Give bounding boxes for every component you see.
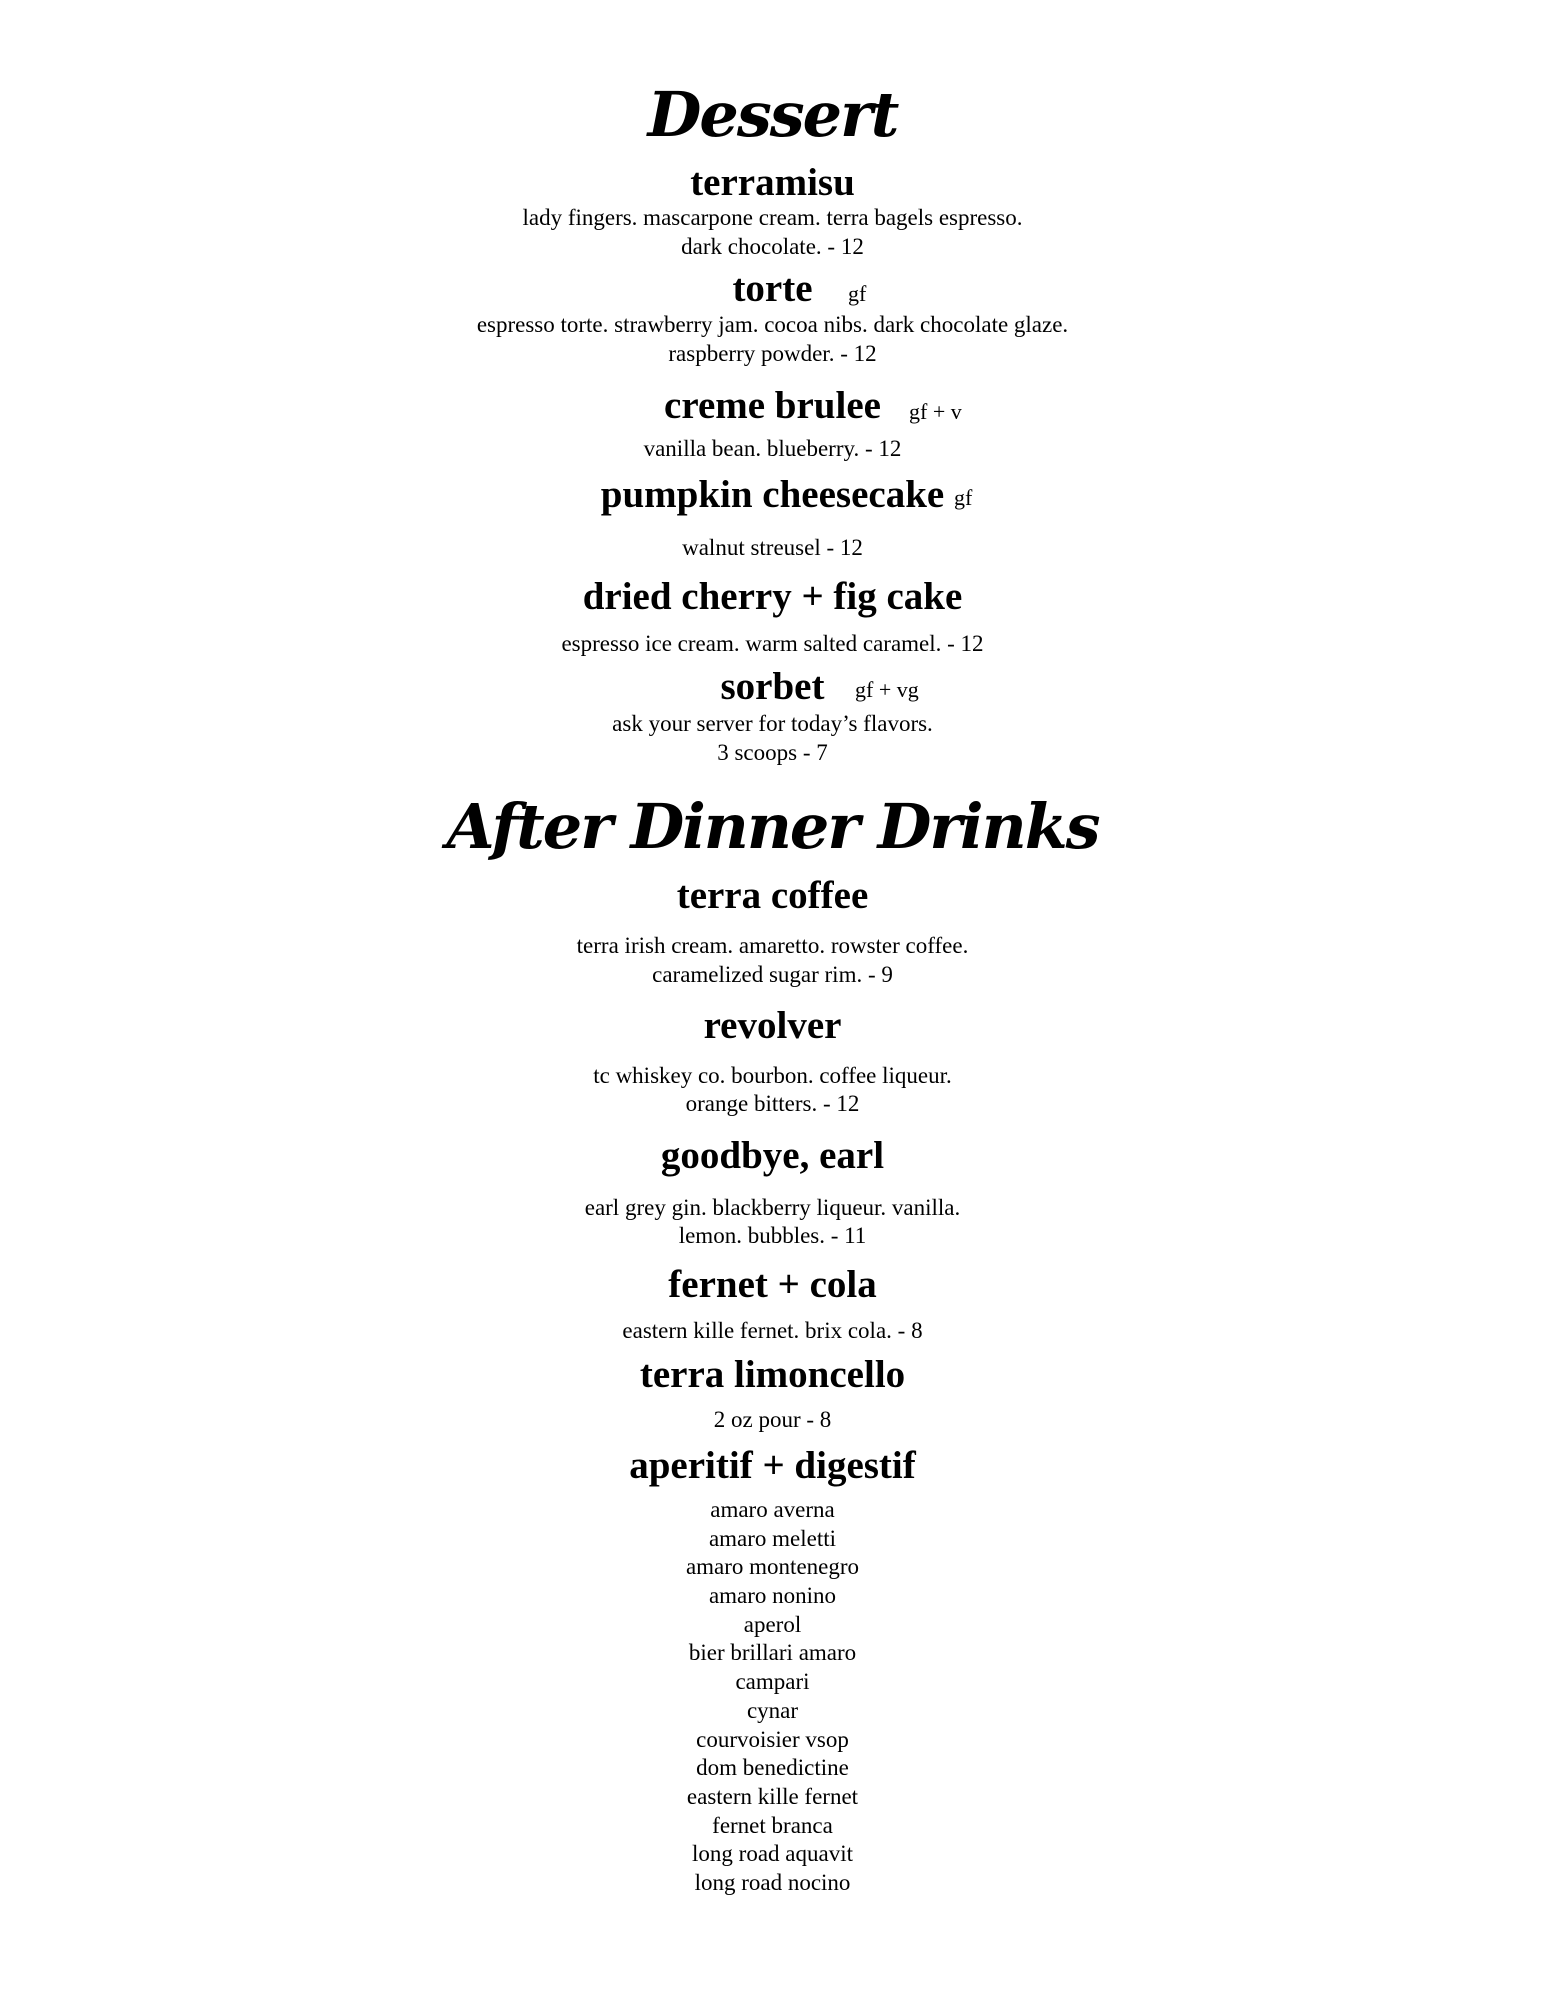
item-name-aperitif-digestif: aperitif + digestif — [629, 1444, 916, 1487]
item-desc-revolver-1: tc whiskey co. bourbon. coffee liqueur. — [593, 1063, 952, 1088]
list-item: aperol — [743, 1611, 802, 1637]
list-item: amaro montenegro — [685, 1554, 860, 1580]
list-item: long road aquavit — [692, 1841, 853, 1867]
item-name-fernet-cola: fernet + cola — [668, 1263, 877, 1306]
list-item: amaro nonino — [708, 1583, 837, 1609]
item-desc-goodbye-earl-1: earl grey gin. blackberry liqueur. vanilla. — [584, 1195, 961, 1220]
item-name-pumpkin-cheesecake: pumpkin cheesecake — [600, 473, 945, 516]
item-desc-goodbye-earl-2: lemon. bubbles. - 11 — [678, 1223, 867, 1248]
drinks-heading: After Dinner Drinks — [446, 790, 1099, 863]
list-item: campari — [735, 1669, 810, 1695]
item-desc-terramisu-2: dark chocolate. - 12 — [681, 234, 864, 259]
item-desc-terra-coffee-2: caramelized sugar rim. - 9 — [652, 962, 893, 987]
item-name-goodbye-earl: goodbye, earl — [660, 1134, 885, 1177]
list-item: courvoisier vsop — [696, 1726, 849, 1752]
list-item: fernet branca — [712, 1812, 833, 1838]
item-name-torte: torte — [732, 267, 813, 310]
item-name-sorbet: sorbet — [720, 665, 825, 708]
item-name-terramisu: terramisu — [690, 161, 855, 204]
item-desc-sorbet-2: 3 scoops - 7 — [717, 740, 828, 765]
item-name-terra-limoncello: terra limoncello — [639, 1353, 906, 1396]
item-desc-pumpkin-cheesecake: walnut streusel - 12 — [682, 535, 863, 560]
item-desc-torte-1: espresso torte. strawberry jam. cocoa nibs. dark chocolate glaze. — [476, 312, 1069, 337]
item-desc-dried-cherry-fig-cake: espresso ice cream. warm salted caramel. - 12 — [561, 631, 984, 656]
list-item: eastern kille fernet — [686, 1783, 859, 1809]
item-name-terra-coffee: terra coffee — [676, 874, 869, 917]
item-desc-terra-limoncello: 2 oz pour - 8 — [713, 1407, 832, 1432]
item-desc-torte-2: raspberry powder. - 12 — [668, 341, 877, 366]
item-name-dried-cherry-fig-cake: dried cherry + fig cake — [582, 575, 963, 618]
item-tag-torte: gf — [848, 281, 867, 306]
item-tag-creme-brulee: gf + v — [909, 399, 962, 424]
list-item: bier brillari amaro — [688, 1640, 857, 1666]
item-tag-pumpkin-cheesecake: gf — [954, 485, 973, 510]
list-item: dom benedictine — [696, 1755, 849, 1781]
list-item: cynar — [746, 1697, 799, 1723]
list-item: long road nocino — [694, 1869, 851, 1895]
item-desc-creme-brulee: vanilla bean. blueberry. - 12 — [643, 436, 902, 461]
item-desc-revolver-2: orange bitters. - 12 — [685, 1091, 860, 1116]
item-desc-sorbet-1: ask your server for today’s flavors. — [612, 711, 933, 736]
item-desc-terra-coffee-1: terra irish cream. amaretto. rowster coffee. — [576, 933, 969, 958]
item-tag-sorbet: gf + vg — [855, 677, 919, 702]
item-name-revolver: revolver — [703, 1004, 842, 1047]
item-desc-fernet-cola: eastern kille fernet. brix cola. - 8 — [622, 1318, 923, 1343]
dessert-heading: Dessert — [647, 78, 898, 151]
item-desc-terramisu-1: lady fingers. mascarpone cream. terra bagels espresso. — [522, 205, 1023, 230]
list-item: amaro meletti — [708, 1525, 837, 1551]
aperitif-digestif-list — [0, 1496, 1545, 1898]
item-name-creme-brulee: creme brulee — [664, 384, 881, 427]
list-item: amaro averna — [710, 1497, 835, 1522]
